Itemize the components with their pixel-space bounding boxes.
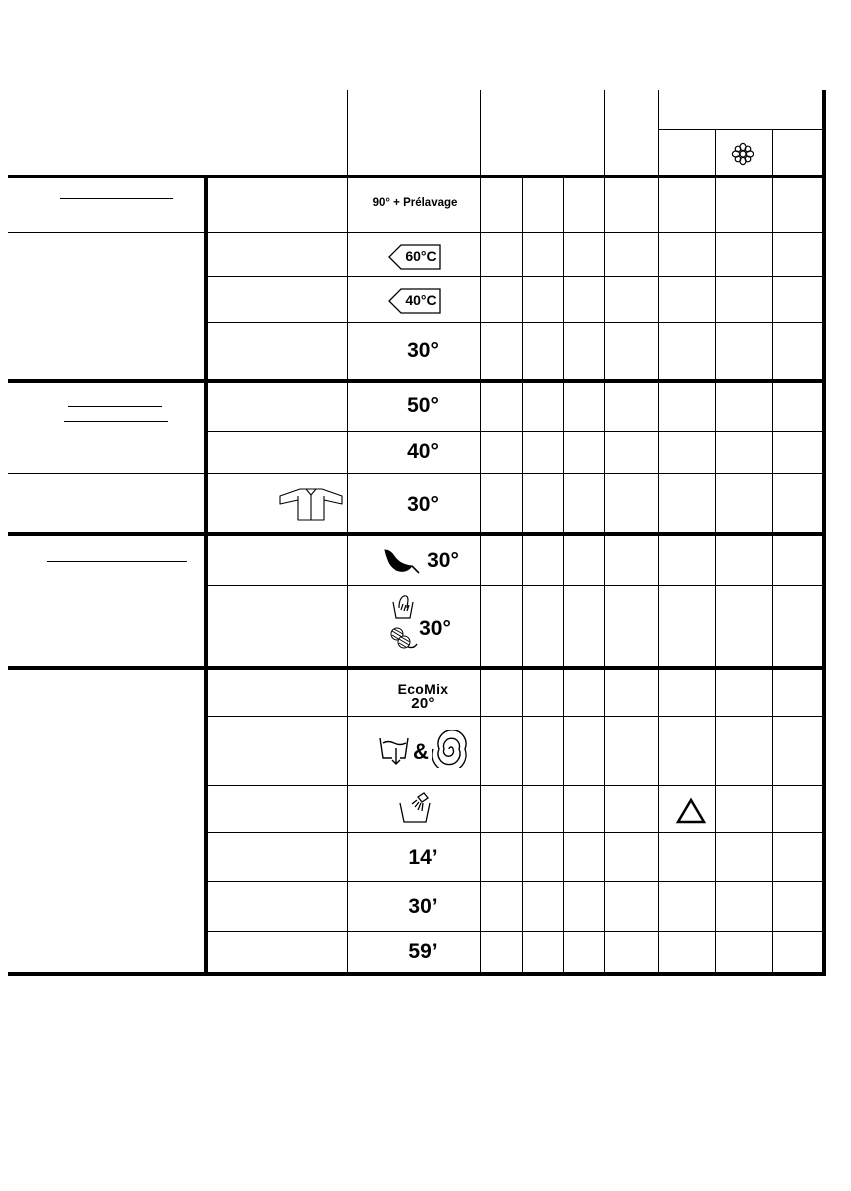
row-line xyxy=(8,473,824,474)
row-line xyxy=(206,276,824,277)
group-line xyxy=(8,379,826,383)
row-line xyxy=(206,585,824,586)
header-bottom xyxy=(8,175,826,178)
handwash-icon xyxy=(391,594,415,620)
header-subdivider xyxy=(658,129,824,130)
program-label: EcoMix xyxy=(397,681,449,697)
feather-icon xyxy=(382,546,420,576)
program-label: 60°C xyxy=(405,248,437,264)
col-divider xyxy=(715,129,716,973)
program-label: 14’ xyxy=(408,846,438,869)
label-underline xyxy=(60,198,173,199)
row-line xyxy=(206,431,824,432)
spin-icon xyxy=(432,730,470,768)
col-divider xyxy=(772,129,773,973)
label-underline xyxy=(68,406,162,407)
group-line xyxy=(8,532,826,536)
shirt-icon xyxy=(278,486,344,522)
program-label: 90° + Prélavage xyxy=(372,197,458,209)
program-label: 40° xyxy=(407,440,439,463)
label-underline xyxy=(64,421,168,422)
label-underline xyxy=(47,561,187,562)
row-line xyxy=(206,785,824,786)
row-line xyxy=(206,881,824,882)
group-divider xyxy=(204,176,208,975)
program-label: 20° xyxy=(411,695,435,712)
program-label: 30° xyxy=(419,617,451,640)
group-line xyxy=(8,666,826,670)
row-line xyxy=(8,232,824,233)
row-line xyxy=(206,832,824,833)
program-label: 50° xyxy=(407,394,439,417)
program-label: 30° xyxy=(407,339,439,362)
col-divider xyxy=(563,176,564,973)
row-line xyxy=(206,931,824,932)
rinse-icon xyxy=(398,791,432,825)
col-divider xyxy=(522,176,523,973)
drain-icon xyxy=(378,734,410,766)
program-label: 30’ xyxy=(408,895,438,918)
program-label: 30° xyxy=(407,493,439,516)
program-label: 30° xyxy=(427,549,459,572)
table-bottom xyxy=(8,972,826,976)
program-label: & xyxy=(413,739,429,764)
program-label: 40°C xyxy=(405,292,437,308)
triangle-icon xyxy=(675,797,707,825)
row-line xyxy=(206,716,824,717)
program-label: 59’ xyxy=(408,940,438,963)
row-line xyxy=(206,322,824,323)
flower-softener-icon xyxy=(731,142,755,166)
